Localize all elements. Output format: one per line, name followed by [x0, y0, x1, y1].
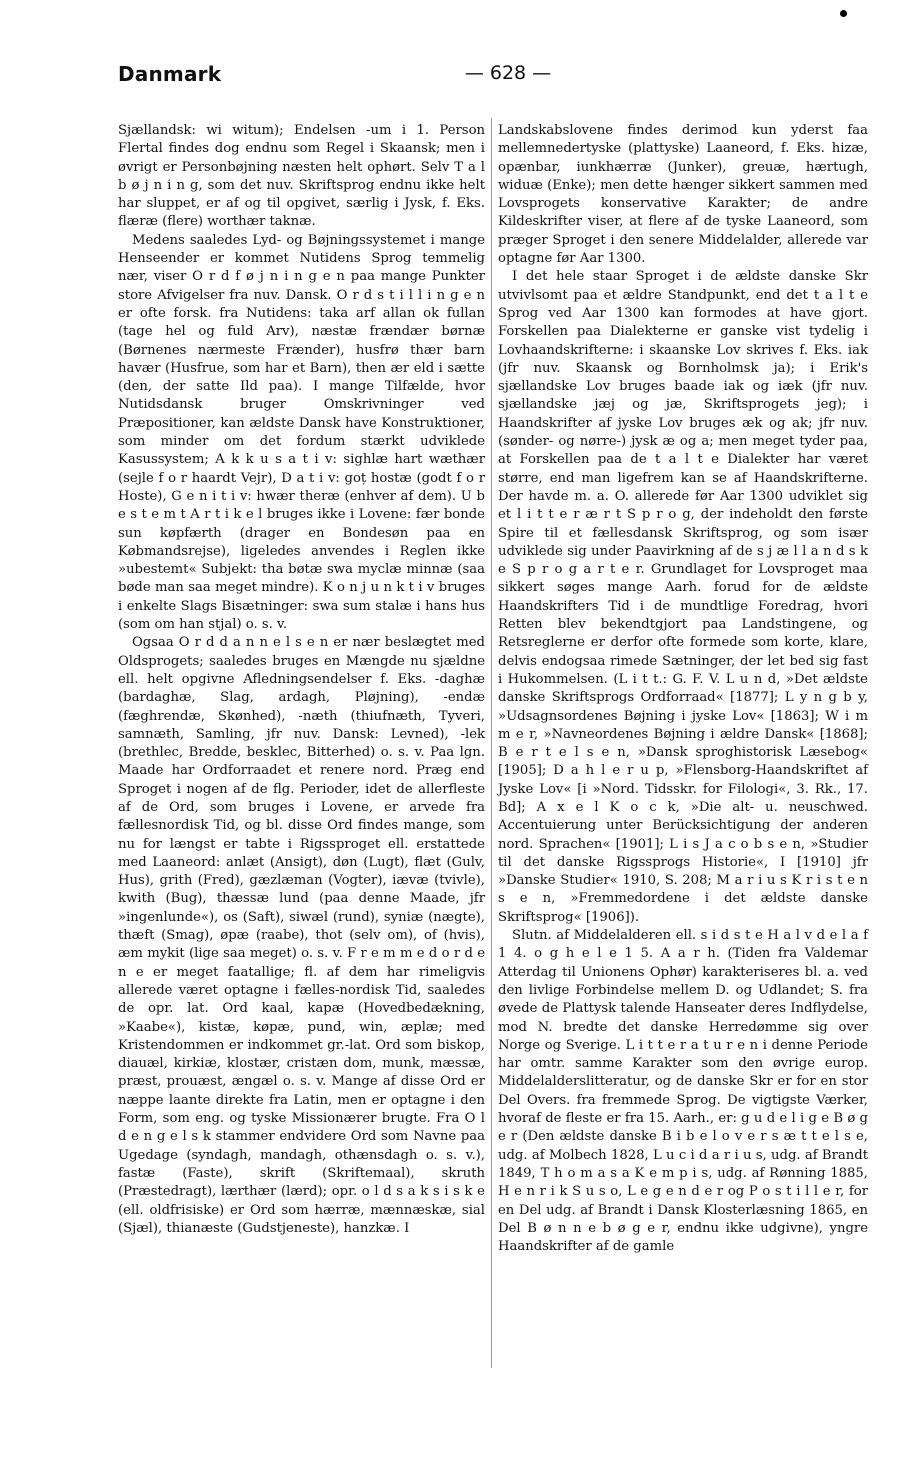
paragraph: I det hele staar Sproget i de ældste danske Skr utvivlsomt paa et ældre Standpunkt, end det t a l t e Sprog ved Aar 1300 kan formodes at have gjort. Forskellen paa Dialekterne er ganske vist tydelig i Lovhaandskrifterne: i skaanske Lov skrives f. Eks. iak (jfr nuv. Skaansk og Bornholmsk ja); i Erik's sjællandske Lov bruges baade iak og iæk (jfr nuv. sjællandske jæj og jæ, Skriftsprogets jeg); i Haandskrifter af jyske Lov bruges æk og ak; jfr nuv. (sønder- og nørre-) jysk æ og a; men meget tyder paa, at Forskellen paa de t a l t e Dialekter har været større, end man ligefrem kan se af Haandskrifterne. Der havde m. a. O. allerede før Aar 1300 udviklet sig et l i t t e r æ r t S p r o g, der indeholdt den første Spire til et fællesdansk Skriftsprog, og som især udviklede sig under Paavirkning af de s j æ l l a n d s k e S p r o g a r t e r. Grundlaget for Lovsproget maa sikkert søges mange Aarh. forud for de ældste Haandskrifters Tid i de mundtlige Foredrag, hvori Retten blev bekendtgjort paa Landstingene, og Retsreglerne er derfor ofte formede som korte, klare, delvis endogsaa rimede Sætninger, der let bed sig fast i Hukommelsen. (L i t t.: G. F. V. L u n d, »Det ældste danske Skriftsprogs Ordforraad« [1877]; L y n g b y, »Udsagnsordenes Bøjning i jyske Lov« [1863]; W i m m e r, »Navneordenes Bøjning i ældre Dansk« [1868]; B e r t e l s e n, »Dansk sproghistorisk Læsebog« [1905]; D a h l e r u p, »Flensborg-Haandskriftet af Jyske Lov« [i »Nord. Tidsskr. for Filologi«, 3. Rk., 17. Bd]; A x e l K o c k, »Die alt- u. neuschwed. Accentuierung unter Berücksichtigung der anderen nord. Sprachen« [1901]; L i s J a c o b s e n, »Studier til det danske Rigssprogs Historie«, I [1910] jfr »Danske Studier« 1910, S. 208; M a r i u s K r i s t e n s e n, »Fremmedordene i det ældste danske Skriftsprog« [1906]).: [498, 269, 868, 925]
left-column: [118, 122, 485, 1238]
page-header: [118, 62, 883, 94]
paragraph: Landskabslovene findes derimod kun yderst faa mellemnedertyske (plattyske) Laaneord, f. Eks. hizæ, opænbar, iunkhærræ (Junker), greuæ, hærtugh, widuæ (Enke); men dette hænger sikkert sammen med Lovsprogets konservative Karakter; de andre Kildeskrifter viser, at flere af de tyske Laaneord, som præger Sproget i den senere Middelalder, allerede var optagne før Aar 1300.: [498, 123, 868, 267]
ink-dot: [840, 10, 847, 17]
paragraph: Sjællandsk: wi witum); Endelsen -um i 1. Person Flertal findes dog endnu som Regel i Skaansk; men i øvrigt er Personbøjning næsten helt ophørt. Selv T a l b ø j n i n g, som det nuv. Skriftsprog endnu ikke helt har sluppet, er af og til opgivet, særlig i Jysk, f. Eks. flæræ (flere) worthær taknæ.: [118, 123, 485, 230]
paragraph: Medens saaledes Lyd- og Bøjningssystemet i mange Henseender er kommet Nutidens Sprog temmelig nær, viser O r d f ø j n i n g e n paa mange Punkter store Afvigelser fra nuv. Dansk. O r d s t i l l i n g e n er ofte forsk. fra Nutidens: taka arf allan ok fullan (tage hel og fuld Arv), næstæ frændær børnæ (Børnenes nærmeste Frænder), husfrø thær barn havær (Husfrue, som har et Barn), then ær eld i sætte (den, der satte Ild paa). I mange Tilfælde, hvor Nutidsdansk bruger Omskrivninger ved Præpositioner, kan ældste Dansk have Konstruktioner, som minder om det fordum stærkt udviklede Kasussystem; A k k u s a t i v: sighlæ hart wæthær (sejle f o r haardt Vejr), D a t i v: goț hostæ (godt f o r Hoste), G e n i t i v: hwær theræ (enhver af dem). U b e s t e m t A r t i k e l bruges ikke i Lovene: fær bonde sun køpfærth (drager en Bondesøn paa en Købmandsrejse), ligeledes anvendes i Reglen ikke »ubestemt« Subjekt: tha bøtæ swa myclæ minnæ (saa bøde man saa meget mindre). K o n j u n k t i v bruges i enkelte Slags Bisætninger: swa sum stalæ i hans hus (som om han stjal) o. s. v.: [118, 232, 485, 633]
column-divider: [491, 118, 492, 1368]
paragraph: Ogsaa O r d d a n n e l s e n er nær beslægtet med Oldsprogets; saaledes bruges en Mængde nu sjældne ell. helt opgivne Afledningsendelser f. Eks. -daghæ (bardaghæ, Slag, ardagh, Pløjning), -endæ (fæghrendæ, Skønhed), -næth (thiufnæth, Tyveri, samnæth, Samling, jfr nuv. Dansk: Levned), -lek (brethlec, Bredde, besklec, Bitterhed) o. s. v. Paa lgn. Maade har Ordforraadet et renere nord. Præg end Sproget i nogen af de flg. Perioder, idet de allerfleste af de Ord, som bruges i Lovene, er arvede fra fællesnordisk Tid, og bl. disse Ord findes mange, som nu for længst er tabte i Rigssproget ell. erstattede med Laaneord: anlæt (Ansigt), døn (Lugt), flæt (Gulv, Hus), grith (Fred), gæzlæman (Vogter), iævæ (tvivle), kwith (Bug), thæssæ lund (paa denne Maade, jfr »ingenlunde«), os (Saft), siwæl (rund), syniæ (nægte), thæft (Smag), øpæ (raabe), thot (selv om), of (hvis), æm mykit (lige saa meget) o. s. v. F r e m m e d o r d e n e er meget faatallige; fl. af dem har rimeligvis allerede været optagne i fælles-nordisk Tid, saaledes de opr. lat. Ord kaal, kapæ (Hovedbedækning, »Kaabe«), kistæ, køpæ, pund, win, æplæ; med Kristendommen er indkommet gr.-lat. Ord som biskop, diauæl, kirkiæ, klostær, cristæn dom, munk, mæssæ, præst, prouæst, ængæl o. s. v. Mange af disse Ord er næppe laante direkte fra Latin, men er optagne i den Form, som eng. og tyske Missionærer brugte. Fra O l d e n g e l s k stammer endvidere Ord som Navne paa Ugedage (syndagh, mandagh, othænsdagh o. s. v.), fastæ (Faste), skrift (Skriftemaal), skruth (Præstedragt), lærthær (lærd); opr. o l d s a k s i s k e (ell. oldfrisiske) er Ord som hærræ, mænnæskæ, sial (Sjæl), thianæste (Gudstjeneste), hanzkæ. I: [118, 635, 485, 1236]
right-column: [498, 122, 868, 1256]
paragraph: Slutn. af Middelalderen ell. s i d s t e H a l v d e l a f 1 4. o g h e l e 1 5. A a r h. (Tiden fra Valdemar Atterdag til Unionens Ophør) karakteriseres bl. a. ved den livlige Forbindelse mellem D. og Udlandet; S. fra øvede de Plattysk talende Hanseater deres Indflydelse, mod N. bredte det danske Herredømme sig over Norge og Sverige. L i t t e r a t u r e n i denne Periode har omtr. samme Karakter som den øvrige europ. Middelalderslitteratur, og de danske Skr er for en stor Del Overs. fra fremmede Sprog. De vigtigste Værker, hvoraf de fleste er fra 15. Aarh., er: g u d e l i g e B ø g e r (Den ældste danske B i b e l o v e r s æ t t e l s e, udg. af Molbech 1828, L u c i d a r i u s, udg. af Brandt 1849, T h o m a s a K e m p i s, udg. af Rønning 1885, H e n r i k S u s o, L e g e n d e r og P o s t i l l e r, for en Del udg. af Brandt i Dansk Klosterlæsning 1865, en Del B ø n n e b ø g e r, endnu ikke udgivne), yngre Haandskrifter af de gamle: [498, 928, 868, 1255]
running-title: Danmark: [118, 62, 222, 86]
page-number: — 628 —: [464, 62, 552, 84]
